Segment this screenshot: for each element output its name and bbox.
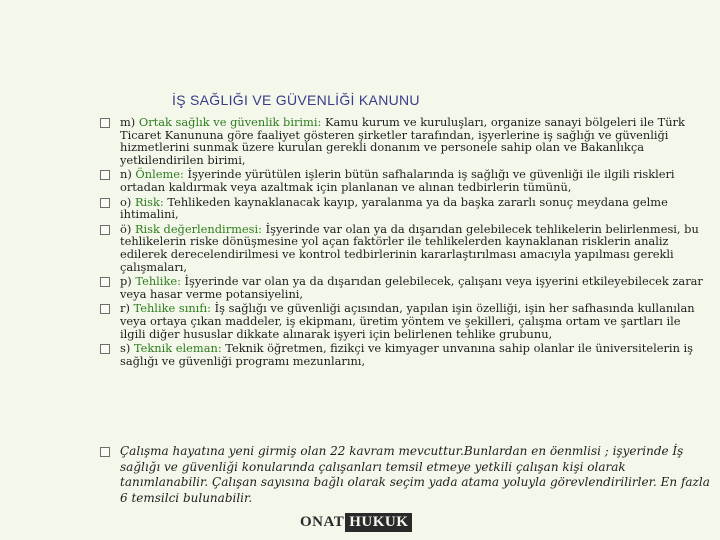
list-item — [100, 196, 708, 221]
bullet-icon — [100, 198, 110, 208]
bullet-icon — [100, 304, 110, 314]
item-letter: m) — [120, 115, 136, 129]
item-text: İşyerinde yürütülen işlerin bütün safhalarında iş sağlığı ve güvenliği ile ilgili riskleri ortadan kaldırmak veya azaltmak için planlanan ve alınan tedbirlerin tümünü, — [120, 167, 675, 194]
bullet-icon — [100, 344, 110, 354]
item-term: Risk değerlendirmesi: — [134, 221, 263, 236]
logo-part-hukuk: HUKUK — [345, 513, 412, 532]
item-term: Tehlike sınıfı: — [133, 301, 212, 316]
item-text: İşyerinde var olan ya da dışarıdan gelebilecek, çalışanı veya işyerini etkileyebilecek zarar veya hasar verme potansiyelini, — [120, 274, 703, 301]
item-letter: o) — [120, 194, 132, 209]
item-letter: p) — [120, 274, 132, 289]
item-text: Tehlikeden kaynaklanacak kayıp, yaralanma ya da başka zararlı sonuç meydana gelme ihtimalini, — [120, 194, 668, 222]
item-text: İş sağlığı ve güvenliği açısından, yapılan işin özelliği, işin her safhasında kullanılan veya ortaya çıkan maddeler, iş ekipmanı, üretim yöntem ve şekilleri, çalışma ortam ve şartları ile ilgili diğer hususlar dikkate alınarak işyeri için belirlenen tehlike grubunu, — [120, 301, 695, 341]
bullet-icon — [100, 277, 110, 287]
list-item — [100, 223, 708, 273]
list-item — [100, 168, 708, 193]
item-term: Ortak sağlık ve güvenlik birimi: — [138, 115, 322, 129]
bullet-icon — [100, 225, 110, 235]
onat-hukuk-logo — [300, 513, 412, 532]
bullet-icon — [100, 170, 110, 180]
item-letter: ö) — [120, 221, 132, 236]
list-item — [100, 342, 708, 367]
list-item — [100, 302, 708, 340]
item-term: Tehlike: — [135, 274, 181, 289]
item-letter: r) — [120, 301, 130, 316]
note-section — [100, 444, 710, 508]
note-item — [100, 444, 710, 506]
bullet-icon — [100, 447, 110, 457]
note-text: Çalışma hayatına yeni girmiş olan 22 kavram mevcuttur.Bunlardan en öenmlisi ; işyerinde İş sağlığı ve güvenliği konularında çalışanları temsil etmeye yetkili çalışan kişi olarak tanımlanabilir. Çalışan sayısına bağlı olarak seçim yada atama yoluyla görevlendirilirler. En fazla 6 temsilci bulunabilir. — [120, 444, 710, 505]
item-text: Kamu kurum ve kuruluşları, organize sanayi bölgeleri ile Türk Ticaret Kanununa göre faaliyet gösteren şirketler tarafından, işyerlerine iş sağlığı ve güvenliği hizmetlerini sunmak üzere kurulan gerekli donanım ve personele sahip olan ve Bakanlıkça yetkilendirilen birimi, — [120, 115, 685, 167]
item-term: Teknik eleman: — [133, 341, 222, 356]
item-letter: n) — [120, 167, 132, 182]
item-term: Risk: — [134, 194, 164, 209]
item-letter: s) — [120, 341, 131, 356]
item-text: İşyerinde var olan ya da dışarıdan gelebilecek tehlikelerin belirlenmesi, bu tehlikelerin riske dönüşmesine yol açan faktörler ile tehlikelerden kaynaklanan risklerin analiz edilerek derecelendirilmesi ve kontrol tedbirlerinin kararlaştırılması amacıyla yapılması gerekli çalışmaları, — [120, 221, 699, 274]
item-text: Teknik öğretmen, fizikçi ve kimyager unvanına sahip olanlar ile üniversitelerin iş sağlığı ve güvenliği programı mezunlarını, — [120, 341, 694, 368]
logo-part-onat: ONAT — [300, 514, 345, 530]
bullet-icon — [100, 118, 110, 128]
definition-list — [100, 116, 708, 369]
page-title: İŞ SAĞLIĞI VE GÜVENLİĞİ KANUNU — [172, 92, 420, 108]
item-term: Önleme: — [135, 167, 184, 182]
list-item — [100, 275, 708, 300]
list-item — [100, 116, 708, 166]
